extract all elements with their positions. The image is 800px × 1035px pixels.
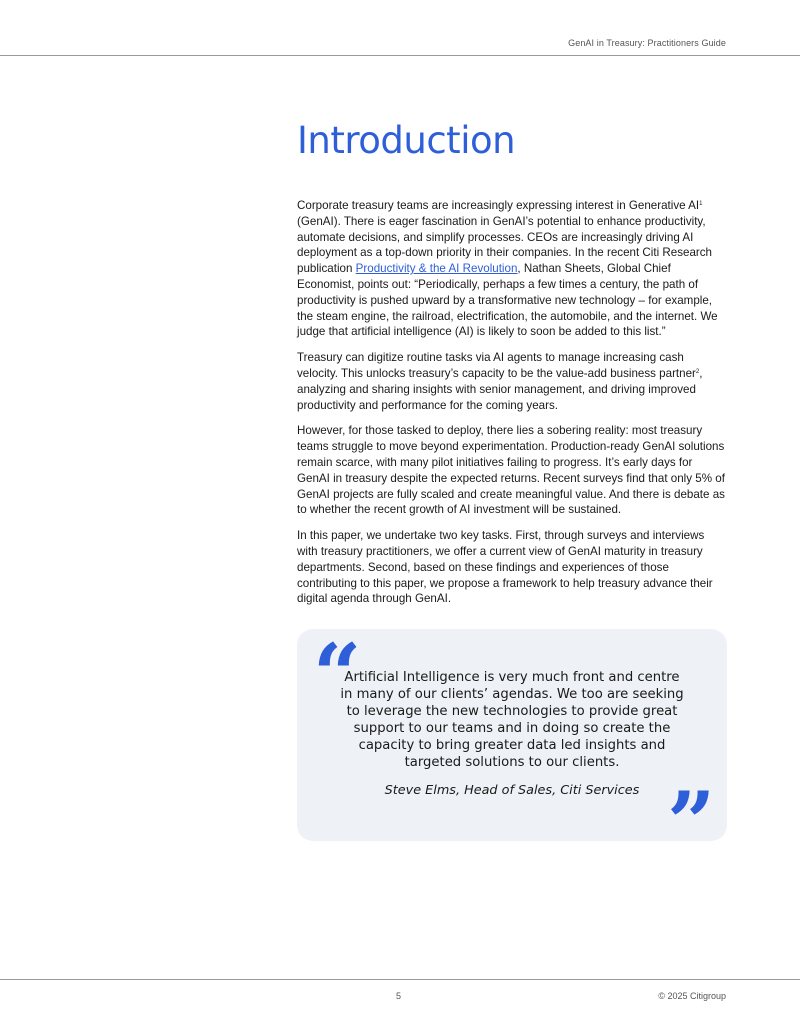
main-content [297, 118, 727, 617]
page-title: Introduction [297, 119, 516, 162]
paragraph-text: (GenAI). There is eager fascination in GenAI’s potential to enhance productivity, automate decisions, and simplify processes. CEOs are increasingly driving AI deployment as a top-down priority in their companies. In the recent Citi Research publication [297, 214, 713, 276]
footnote-ref-2[interactable]: 2 [695, 368, 700, 375]
productivity-ai-revolution-link[interactable]: Productivity & the AI Revolution [355, 262, 518, 276]
running-header: GenAI in Treasury: Practitioners Guide [568, 38, 726, 48]
page-number: 5 [396, 991, 402, 1001]
header-divider [0, 55, 800, 56]
copyright-notice: © 2025 Citigroup [658, 991, 726, 1001]
paragraph-text: Treasury can digitize routine tasks via AI agents to manage increasing cash velocity. This unlocks treasury’s capacity to be the value-add business partner [297, 351, 696, 380]
footnote-ref-1[interactable]: 1 [699, 201, 703, 207]
paragraph-text: Corporate treasury teams are increasingly expressing interest in Generative AI [297, 199, 700, 212]
paragraph-text: , analyzing and sharing insights with senior management, and driving improved productivity and performance for the coming years. [297, 366, 703, 412]
pull-quote-text: Artificial Intelligence is very much front and centre in many of our clients’ agendas. We too are seeking to leverage the new technologies to provide great support to our teams and in doing so create the capacity to bring greater data led insights and targeted solutions to our clients. [340, 670, 684, 770]
intro-paragraph-2 [297, 350, 727, 413]
intro-paragraph-1 [297, 198, 727, 340]
intro-paragraph-4: In this paper, we undertake two key tasks. First, through surveys and interviews with treasury practitioners, we offer a current view of GenAI maturity in treasury departments. Second, based on these findings and experiences of those contributing to this paper, we propose a framework to help treasury advance their digital agenda through GenAI. [297, 529, 713, 606]
pull-quote-box [297, 625, 727, 872]
open-quote-icon: “ [313, 625, 362, 724]
footer-divider [0, 979, 800, 980]
intro-paragraph-3: However, for those tasked to deploy, there lies a sobering reality: most treasury teams struggle to move beyond experimentation. Production-ready GenAI solutions remain scarce, with many pilot initiatives failing to progress. It’s early days for GenAI in treasury despite the expected returns. Recent surveys find that only 5% of GenAI projects are fully scaled and create meaningful value. And there is debate as to whether the recent growth of AI investment will be sustained. [297, 424, 725, 517]
paragraph-text: , Nathan Sheets, Global Chief Economist, points out: “Periodically, perhaps a few times a century, the path of productivity is pushed upward by a transformative new technology – for example, the steam engine, the railroad, electrification, the automobile, and the internet. We judge that artificial intelligence (AI) is likely to soon be added to this list.” [297, 262, 718, 339]
quote-attribution: Steve Elms, Head of Sales, Citi Services [384, 783, 640, 798]
close-quote-icon: ” [667, 773, 716, 872]
